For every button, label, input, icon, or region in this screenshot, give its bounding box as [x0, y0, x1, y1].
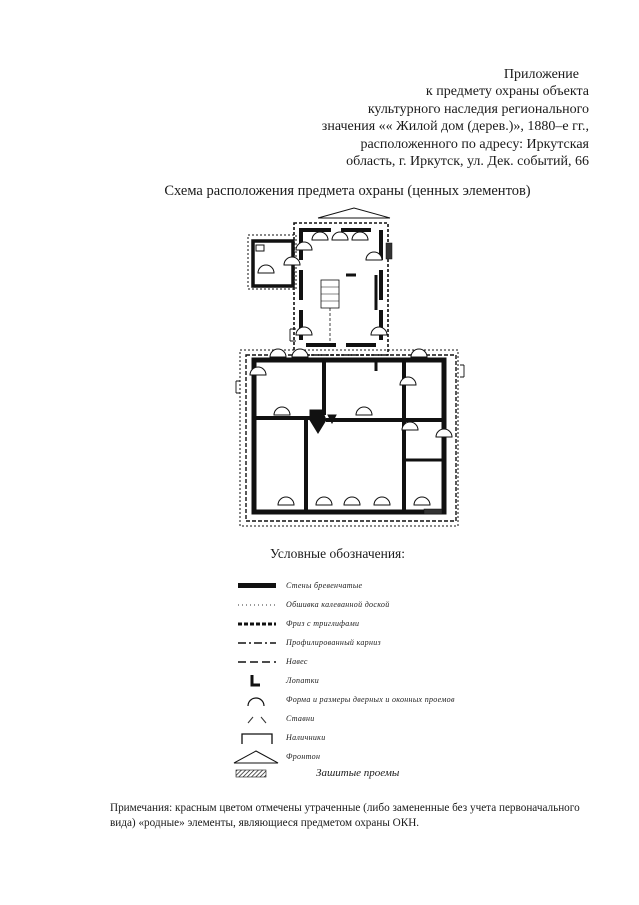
legend-label: Профилированный карниз: [286, 638, 381, 647]
legend-label: Лопатки: [286, 676, 320, 685]
legend-label: Обшивка калеванной доской: [286, 600, 390, 609]
legend-label: Ставни: [286, 714, 315, 723]
pilaster-corner-icon: [228, 673, 278, 689]
floor-plan-drawing: [226, 205, 476, 535]
arch-opening-icon: [228, 692, 278, 708]
header-line: Приложение: [503, 67, 579, 82]
legend-label: Форма и размеры дверных и оконных проемов: [286, 695, 455, 704]
legend-item: [228, 635, 528, 653]
legend-title: Условные обозначения:: [270, 546, 406, 561]
platband-bracket-icon: [228, 730, 278, 746]
legend-label: Фронтон: [286, 752, 321, 761]
legend-label: Зашитые проемы: [316, 767, 400, 779]
note-text: Примечания: красным цветом отмечены утраченные (либо замененные без учета первоначального вида) «родные» элементы, являющиеся предметом охраны ОКН.: [110, 802, 580, 829]
header-line: область, г. Иркутск, ул. Дек. событий, 66: [346, 154, 589, 170]
header-line: расположенного по адресу: Иркутская: [360, 136, 589, 152]
legend-label: Стены бревенчатые: [286, 581, 363, 590]
header-line: к предмету охраны объекта: [425, 84, 589, 100]
legend-item: [228, 692, 528, 710]
legend-item: [228, 711, 528, 729]
header-line: значения «« Жилой дом (дерев.)», 1880–е гг.,: [321, 119, 589, 135]
legend-item: [228, 654, 528, 672]
document-header: [229, 66, 589, 170]
legend-label: Навес: [286, 657, 308, 666]
legend-item: [228, 597, 528, 615]
pediment-triangle-icon: [228, 749, 280, 765]
legend-item: [228, 673, 528, 691]
long-dash-line-icon: [228, 654, 278, 670]
shutters-icon: [228, 711, 278, 727]
dashed-thick-line-icon: [228, 616, 278, 632]
legend-item: [228, 616, 528, 634]
legend-item: [228, 730, 528, 748]
thick-wall-line-icon: [228, 578, 278, 594]
legend-item: [228, 578, 528, 596]
scheme-title: Схема расположения предмета охраны (ценных элементов): [164, 183, 531, 199]
legend-label: Наличники: [286, 733, 326, 742]
dash-dot-line-icon: [228, 635, 278, 651]
pediment-mark: [318, 208, 390, 218]
legend-label: Фриз с триглифами: [286, 619, 360, 628]
legend-item: [228, 749, 528, 767]
legend-item: [228, 766, 528, 784]
dotted-line-icon: [228, 597, 278, 613]
hatched-bar-icon: [228, 766, 278, 782]
header-line: культурного наследия регионального: [367, 101, 589, 117]
